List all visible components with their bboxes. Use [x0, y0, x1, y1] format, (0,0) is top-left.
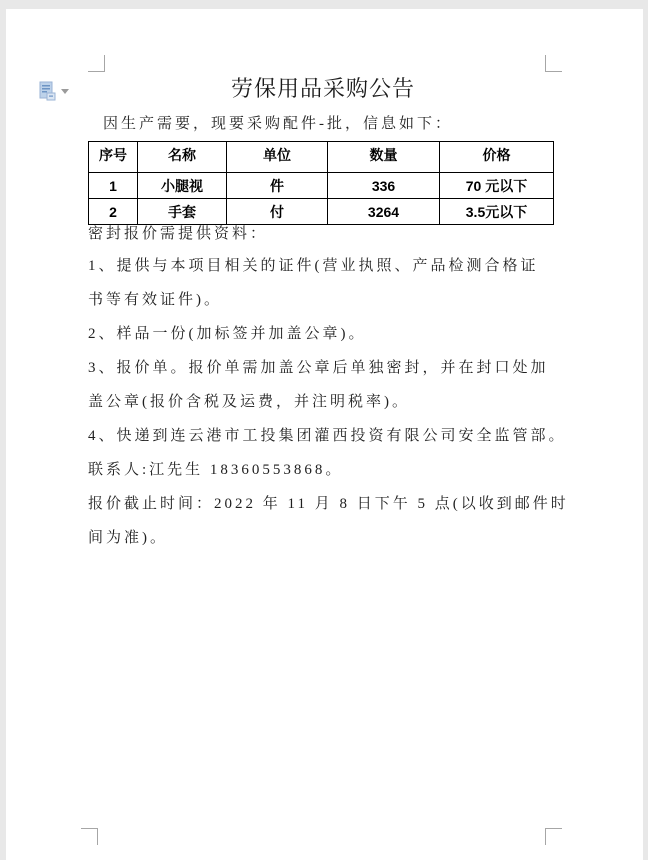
header-cell-unit[interactable]: 单位 [227, 142, 328, 173]
paragraph-line[interactable]: 3、报价单。报价单需加盖公章后单独密封，并在封口处加 [88, 360, 549, 376]
margin-crop-mark-top-left [88, 55, 105, 72]
table-row [89, 173, 554, 199]
table-row [89, 199, 554, 225]
chevron-down-icon [61, 89, 69, 94]
margin-crop-mark-bottom-right [545, 828, 562, 845]
margin-crop-mark-bottom-left [81, 828, 98, 845]
table-header-row [89, 142, 554, 173]
paragraph-line[interactable]: 1、提供与本项目相关的证件(营业执照、产品检测合格证 [88, 258, 539, 274]
paste-options-icon [39, 81, 56, 101]
header-cell-index[interactable]: 序号 [89, 142, 138, 173]
table-cell[interactable]: 3264 [328, 199, 440, 225]
intro-line[interactable]: 因生产需要，现要采购配件-批，信息如下： [103, 116, 453, 132]
paragraph-line[interactable]: 2、样品一份(加标签并加盖公章)。 [88, 326, 367, 342]
table-cell[interactable]: 小腿视 [138, 173, 227, 199]
margin-crop-mark-top-right [545, 55, 562, 72]
paragraph-line[interactable]: 间为准)。 [88, 530, 168, 546]
paragraph-line[interactable]: 盖公章(报价含税及运费，并注明税率)。 [88, 394, 410, 410]
table-cell[interactable]: 件 [227, 173, 328, 199]
paragraph-line[interactable]: 报价截止时间：2022 年 11 月 8 日下午 5 点(以收到邮件时 [88, 496, 569, 512]
procurement-table [88, 141, 554, 225]
paragraph-line[interactable]: 书等有效证件)。 [88, 292, 222, 308]
table-cell[interactable]: 付 [227, 199, 328, 225]
table-cell[interactable]: 2 [89, 199, 138, 225]
page-title[interactable]: 劳保用品采购公告 [230, 76, 415, 101]
table-cell[interactable]: 336 [328, 173, 440, 199]
header-cell-quantity[interactable]: 数量 [328, 142, 440, 173]
table-cell[interactable]: 手套 [138, 199, 227, 225]
table-cell[interactable]: 70 元以下 [440, 173, 554, 199]
paragraph-line[interactable]: 密封报价需提供资料： [88, 226, 269, 242]
header-cell-name[interactable]: 名称 [138, 142, 227, 173]
paragraph-line[interactable]: 4、快递到连云港市工投集团灌西投资有限公司安全监管部。 [88, 428, 567, 444]
paragraph-line[interactable]: 联系人:江先生 18360553868。 [88, 462, 344, 478]
table-cell[interactable]: 1 [89, 173, 138, 199]
table-cell[interactable]: 3.5元以下 [440, 199, 554, 225]
header-cell-price[interactable]: 价格 [440, 142, 554, 173]
paste-options-button[interactable] [39, 79, 73, 103]
